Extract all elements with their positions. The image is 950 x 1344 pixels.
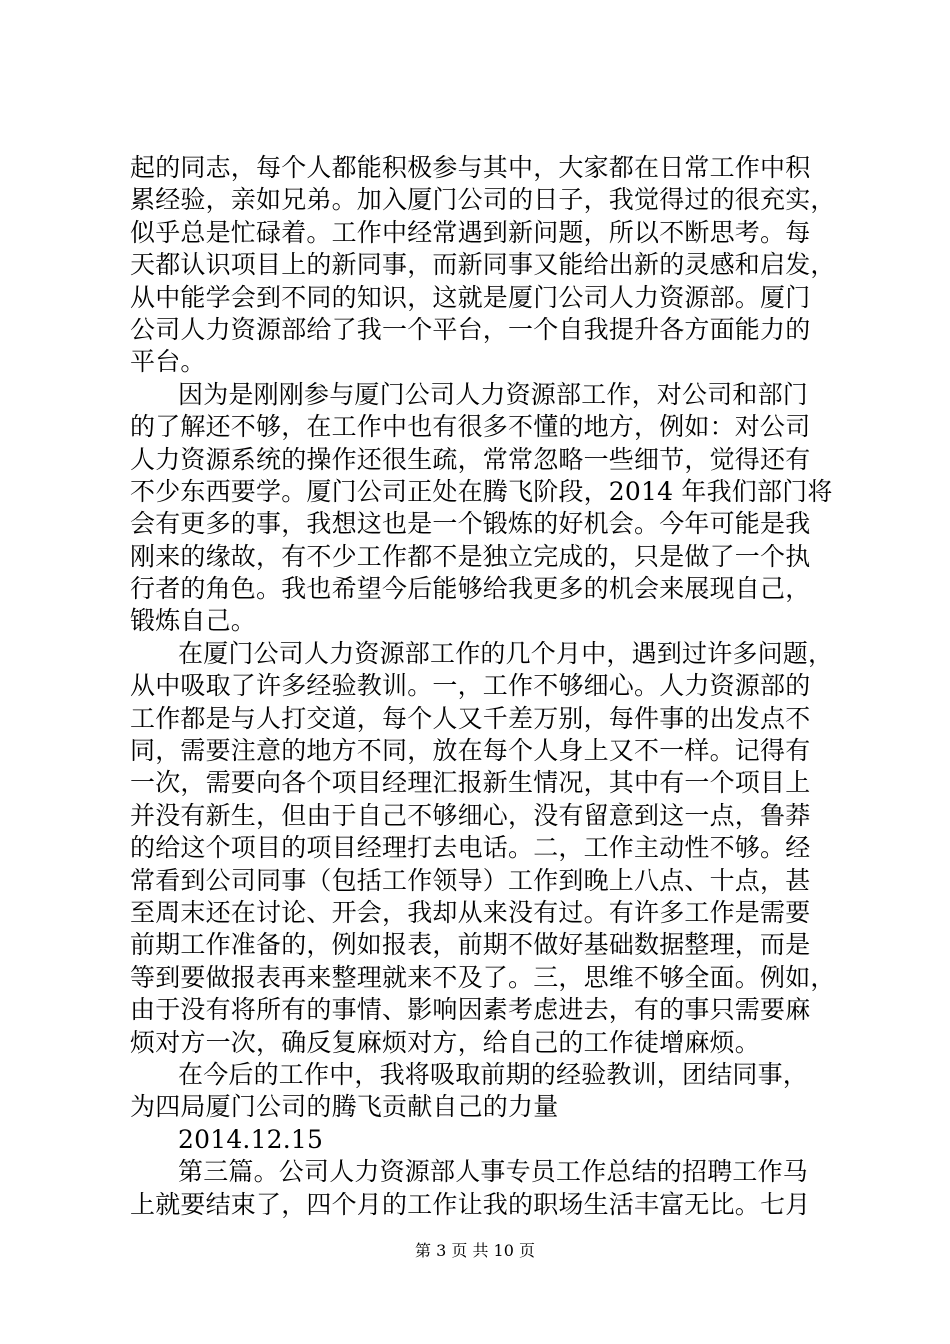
page-number-footer: 第 3 页 共 10 页 [415, 1241, 535, 1260]
text-line: 工作都是与人打交道，每个人又千差万别，每件事的出发点不 [130, 703, 811, 733]
text-line: 并没有新生，但由于自己不够细心，没有留意到这一点，鲁莽 [130, 800, 811, 830]
document-body [130, 152, 836, 1221]
text-line: 至周末还在讨论、开会，我却从来没有过。有许多工作是需要 [130, 897, 811, 927]
paragraph-start-line: 在厦门公司人力资源部工作的几个月中，遇到过许多问题， [178, 638, 834, 668]
text-line: 等到要做报表再来整理就来不及了。三，思维不够全面。例如， [130, 962, 836, 992]
text-line: 为四局厦门公司的腾飞贡献自己的力量 [130, 1092, 559, 1122]
text-line: 起的同志，每个人都能积极参与其中，大家都在日常工作中积 [130, 153, 811, 182]
text-line: 同，需要注意的地方不同，放在每个人身上又不一样。记得有 [130, 736, 811, 766]
text-line: 的了解还不够，在工作中也有很多不懂的地方，例如：对公司 [130, 412, 811, 442]
paragraph-start-line: 因为是刚刚参与厦门公司人力资源部工作，对公司和部门 [178, 379, 809, 409]
text-line: 平台。 [130, 347, 206, 377]
text-line: 前期工作准备的，例如报表，前期不做好基础数据整理，而是 [130, 930, 811, 960]
text-line: 似乎总是忙碌着。工作中经常遇到新问题，所以不断思考。每 [130, 217, 811, 247]
text-line: 不少东西要学。厦门公司正处在腾飞阶段，2014 年我们部门将 [130, 476, 833, 506]
text-line: 行者的角色。我也希望今后能够给我更多的机会来展现自己， [130, 574, 811, 604]
date-line: 2014.12.15 [178, 1124, 324, 1154]
text-line: 的给这个项目的项目经理打去电话。二，工作主动性不够。经 [130, 833, 811, 863]
text-line: 天都认识项目上的新同事，而新同事又能给出新的灵感和启发， [130, 250, 836, 280]
text-line: 常看到公司同事（包括工作领导）工作到晚上八点、十点，甚 [130, 865, 811, 895]
text-line: 从中能学会到不同的知识，这就是厦门公司人力资源部。厦门 [130, 282, 811, 312]
text-line: 会有更多的事，我想这也是一个锻炼的好机会。今年可能是我 [130, 509, 811, 539]
text-line: 从中吸取了许多经验教训。一，工作不够细心。人力资源部的 [130, 671, 811, 701]
text-line: 锻炼自己。 [130, 606, 257, 636]
text-line: 累经验，亲如兄弟。加入厦门公司的日子，我觉得过的很充实， [130, 185, 836, 215]
text-line: 刚来的缘故，有不少工作都不是独立完成的，只是做了一个执 [130, 541, 811, 571]
text-line: 一次，需要向各个项目经理汇报新生情况，其中有一个项目上 [130, 768, 811, 798]
text-line: 上就要结束了，四个月的工作让我的职场生活丰富无比。七月 [130, 1189, 811, 1219]
paragraph-start-line: 第三篇。公司人力资源部人事专员工作总结的招聘工作马 [178, 1157, 809, 1187]
text-line: 烦对方一次，确反复麻烦对方，给自己的工作徒增麻烦。 [130, 1027, 761, 1057]
text-line: 公司人力资源部给了我一个平台，一个自我提升各方面能力的 [130, 314, 811, 344]
text-line: 人力资源系统的操作还很生疏，常常忽略一些细节，觉得还有 [130, 444, 811, 474]
text-line: 由于没有将所有的事情、影响因素考虑进去，有的事只需要麻 [130, 995, 811, 1025]
paragraph-start-line: 在今后的工作中，我将吸取前期的经验教训，团结同事， [178, 1059, 809, 1089]
